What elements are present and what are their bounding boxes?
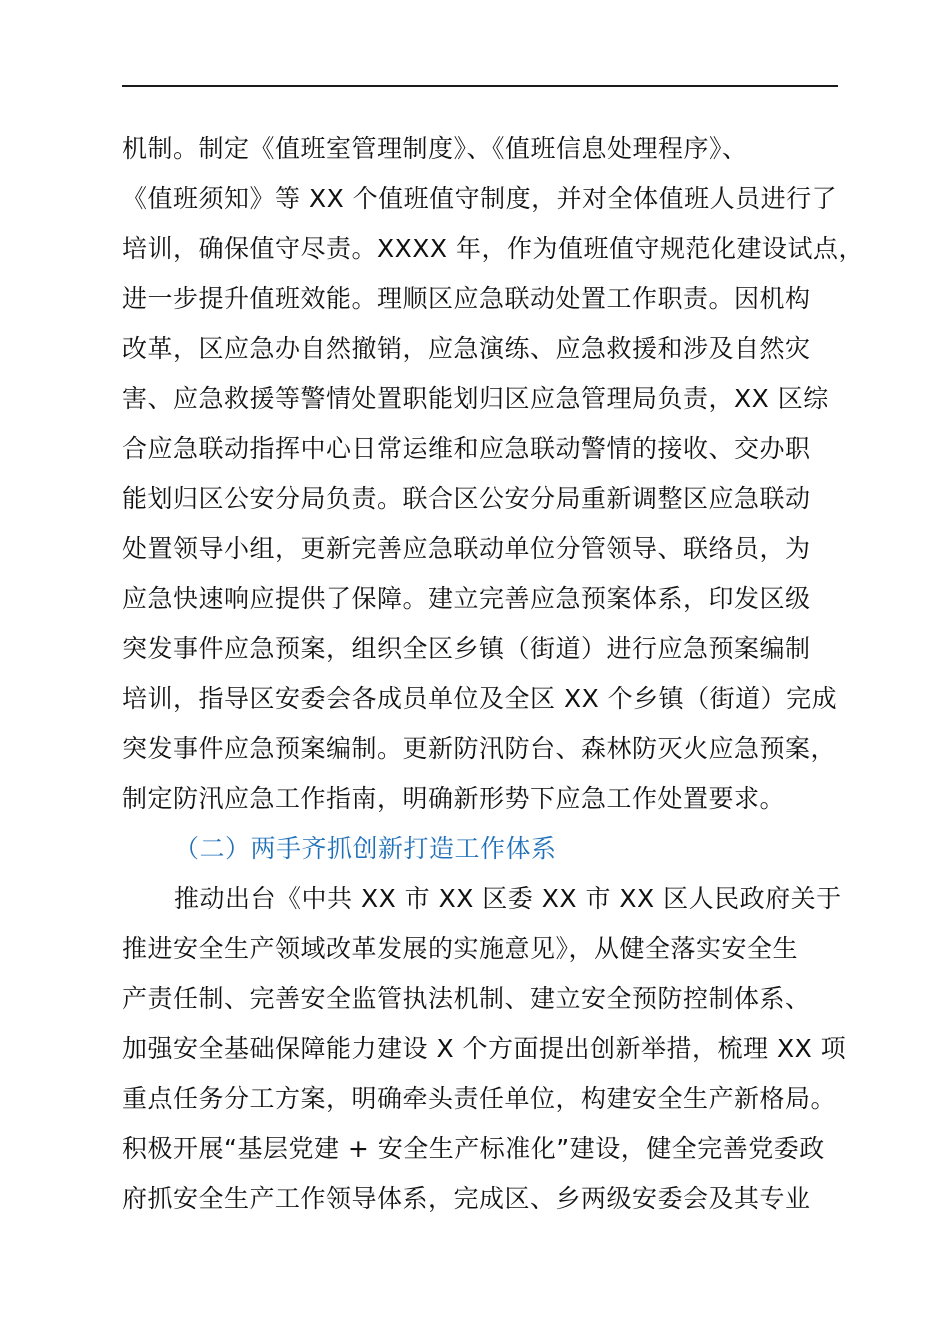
header-rule [122, 85, 838, 87]
section-heading: （二）两手齐抓创新打造工作体系 [174, 834, 557, 863]
body-line: 改革，区应急办自然撤销，应急演练、应急救援和涉及自然灾 [122, 334, 811, 363]
body-line: 突发事件应急预案编制。更新防汛防台、森林防灭火应急预案， [122, 734, 837, 763]
body-line: 合应急联动指挥中心日常运维和应急联动警情的接收、交办职 [122, 434, 811, 463]
body-line: 加强安全基础保障能力建设 X 个方面提出创新举措，梳理 XX 项 [122, 1034, 847, 1063]
body-line: 应急快速响应提供了保障。建立完善应急预案体系，印发区级 [122, 584, 811, 613]
body-line: 能划归区公安分局负责。联合区公安分局重新调整区应急联动 [122, 484, 811, 513]
body-line: 突发事件应急预案，组织全区乡镇（街道）进行应急预案编制 [122, 634, 811, 663]
body-line: 害、应急救援等警情处置职能划归区应急管理局负责，XX 区综 [122, 384, 829, 413]
body-line: 培训，指导区安委会各成员单位及全区 XX 个乡镇（街道）完成 [122, 684, 838, 713]
body-line: 制定防汛应急工作指南，明确新形势下应急工作处置要求。 [122, 784, 786, 813]
body-line: 培训，确保值守尽责。XXXX 年，作为值班值守规范化建设试点， [122, 234, 864, 263]
body-line: 处置领导小组，更新完善应急联动单位分管领导、联络员，为 [122, 534, 811, 563]
body-line: 机制。制定《值班室管理制度》、《值班信息处理程序》、 [122, 134, 748, 163]
body-line: 府抓安全生产工作领导体系，完成区、乡两级安委会及其专业 [122, 1184, 811, 1213]
body-line: 积极开展“基层党建 + 安全生产标准化”建设，健全完善党委政 [122, 1134, 825, 1163]
body-line: 《值班须知》等 XX 个值班值守制度，并对全体值班人员进行了 [122, 184, 838, 213]
body-line: 产责任制、完善安全监管执法机制、建立安全预防控制体系、 [122, 984, 811, 1013]
paragraph-first-line: 推动出台《中共 XX 市 XX 区委 XX 市 XX 区人民政府关于 [174, 884, 842, 913]
body-line: 重点任务分工方案，明确牵头责任单位，构建安全生产新格局。 [122, 1084, 837, 1113]
body-line: 推进安全生产领域改革发展的实施意见》，从健全落实安全生 [122, 934, 799, 963]
body-line: 进一步提升值班效能。理顺区应急联动处置工作职责。因机构 [122, 284, 811, 313]
document-body [122, 124, 862, 1224]
